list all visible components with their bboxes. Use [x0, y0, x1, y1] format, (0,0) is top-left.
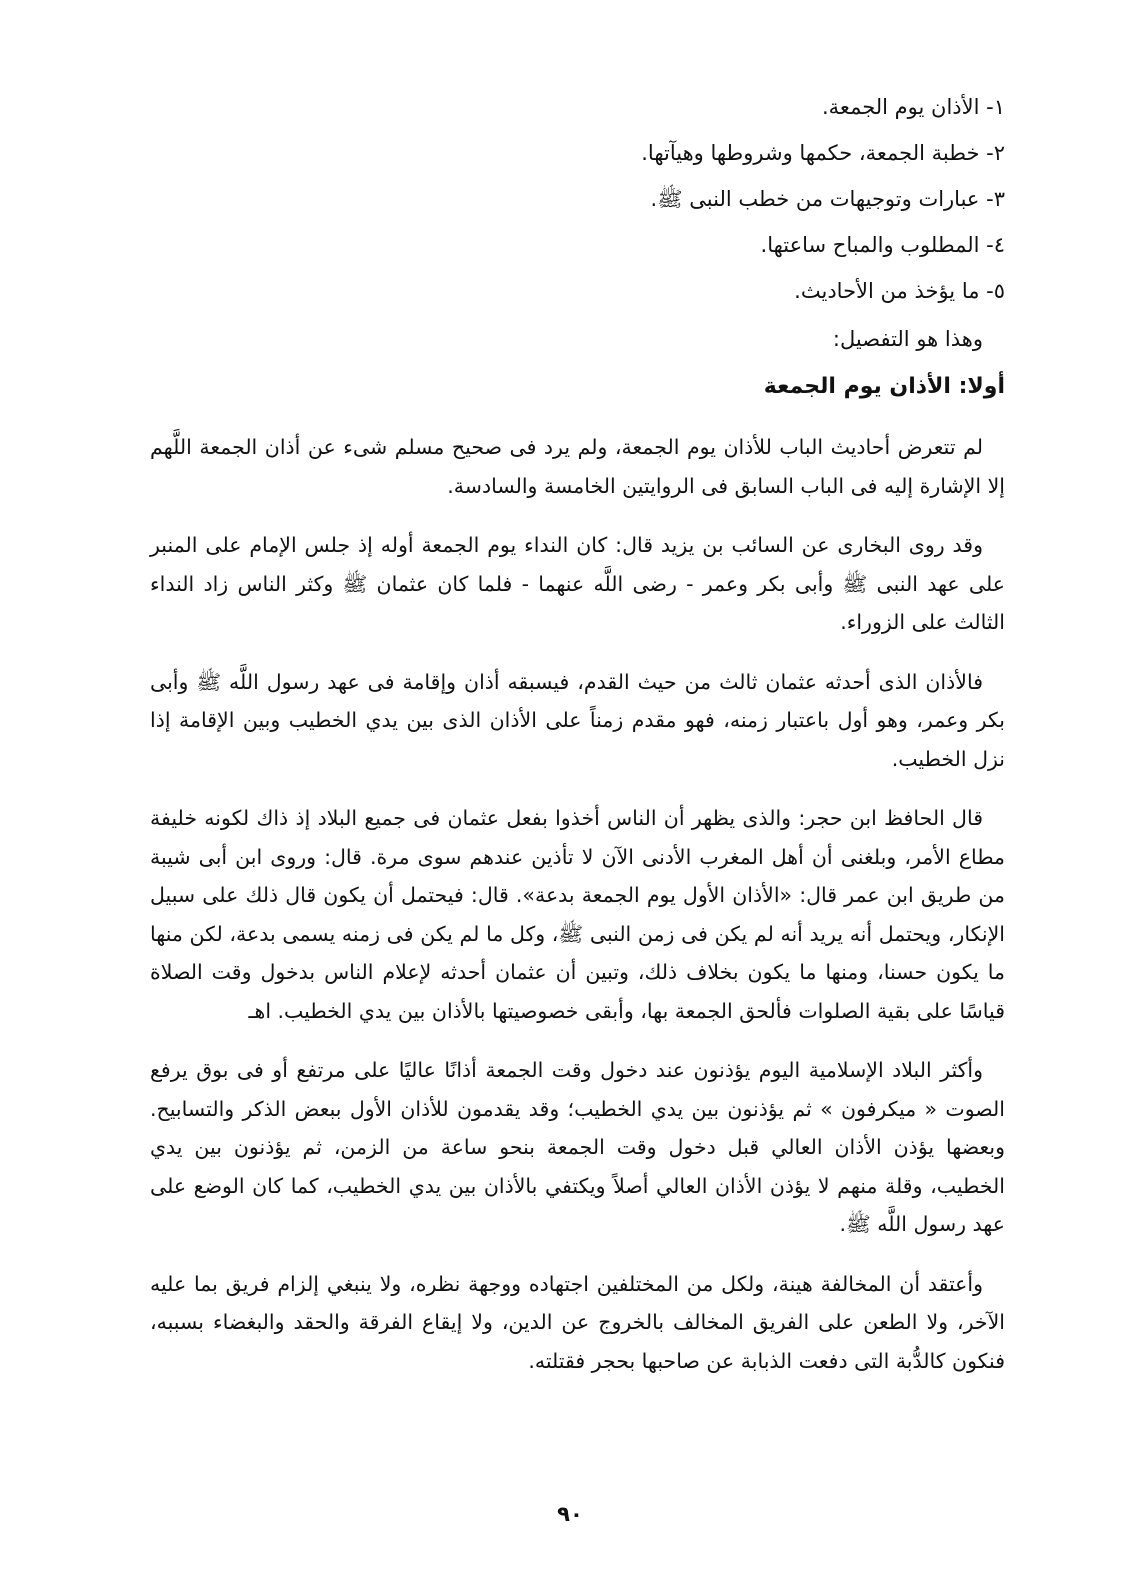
paragraph: وأكثر البلاد الإسلامية اليوم يؤذنون عند دخول وقت الجمعة أذانًا عاليًا على مرتفع أو فى بوق يرفع الصوت « ميكرفون » ثم يؤذنون بين يدي الخطيب؛ وقد يقدمون للأذان الأول ببعض الذكر والتسابيح. وبعضها يؤذن الأذان العالي قبل دخول وقت الجمعة بنحو ساعة من الزمن، ثم يؤذنون بين يدي الخطيب، وقلة منهم لا يؤذن الأذان العالي أصلاً ويكتفي بالأذان بين يدي الخطيب، كما كان الوضع على عهد رسول اللَّه ﷺ. [150, 1058, 1005, 1236]
section-heading: أولا: الأذان يوم الجمعة [763, 374, 1005, 399]
paragraph: وأعتقد أن المخالفة هينة، ولكل من المختلفين اجتهاده ووجهة نظره، ولا ينبغي إلزام فريق بما عليه الآخر، ولا الطعن على الفريق المخالف بالخروج عن الدين، ولا إيقاع الفرقة والحقد والبغضاء بسببه، فنكون كالدُّبة التى دفعت الذبابة عن صاحبها بحجر فقتلته. [150, 1271, 1005, 1373]
list-item: ٢- خطبة الجمعة، حكمها وشروطها وهيآتها. [641, 141, 1005, 165]
paragraph: لم تتعرض أحاديث الباب للأذان يوم الجمعة، ولم يرد فى صحيح مسلم شىء عن أذان الجمعة اللَّهم إلا الإشارة إليه فى الباب السابق فى الروايتين الخامسة والسادسة. [150, 435, 1005, 498]
page-body [150, 92, 1005, 1401]
paragraph: فالأذان الذى أحدثه عثمان ثالث من حيث القدم، فيسبقه أذان وإقامة فى عهد رسول اللَّه ﷺ وأبى بكر وعمر، وهو أول باعتبار زمنه، فهو مقدم زمناً على الأذان الذى بين يدي الخطيب وبين الإقامة إذا نزل الخطيب. [150, 669, 1005, 771]
paragraph: وقد روى البخارى عن السائب بن يزيد قال: كان النداء يوم الجمعة أوله إذ جلس الإمام على المنبر على عهد النبى ﷺ وأبى بكر وعمر - رضى اللَّه عنهما - فلما كان عثمان ﷺ وكثر الناس زاد النداء الثالث على الزوراء. [150, 533, 1005, 634]
list-item: ٣- عبارات وتوجيهات من خطب النبى ﷺ. [650, 187, 1005, 211]
list-item: ٤- المطلوب والمباح ساعتها. [760, 233, 1005, 257]
topics-list [150, 92, 1005, 306]
list-item: ٥- ما يؤخذ من الأحاديث. [794, 279, 1005, 303]
paragraph: قال الحافظ ابن حجر: والذى يظهر أن الناس أخذوا بفعل عثمان فى جميع البلاد إذ ذاك لكونه خليفة مطاع الأمر، وبلغنى أن أهل المغرب الأدنى الآن لا تأذين عندهم سوى مرة. قال: وروى ابن أبى شيبة من طريق ابن عمر قال: «الأذان الأول يوم الجمعة بدعة». قال: فيحتمل أن يكون قال ذلك على سبيل الإنكار، ويحتمل أنه يريد أنه لم يكن فى زمن النبى ﷺ، وكل ما لم يكن فى زمنه يسمى بدعة، لكن منها ما يكون حسنا، ومنها ما يكون بخلاف ذلك، وتبين أن عثمان أحدثه لإعلام الناس بدخول وقت الصلاة قياسًا على بقية الصلوات فألحق الجمعة بها، وأبقى خصوصيتها بالأذان بين يدي الخطيب. اهـ [150, 806, 1005, 1023]
list-item: ١- الأذان يوم الجمعة. [822, 95, 1005, 119]
intro-text: وهذا هو التفصيل: [832, 327, 983, 351]
page-number: ٩٠ [557, 1502, 583, 1526]
